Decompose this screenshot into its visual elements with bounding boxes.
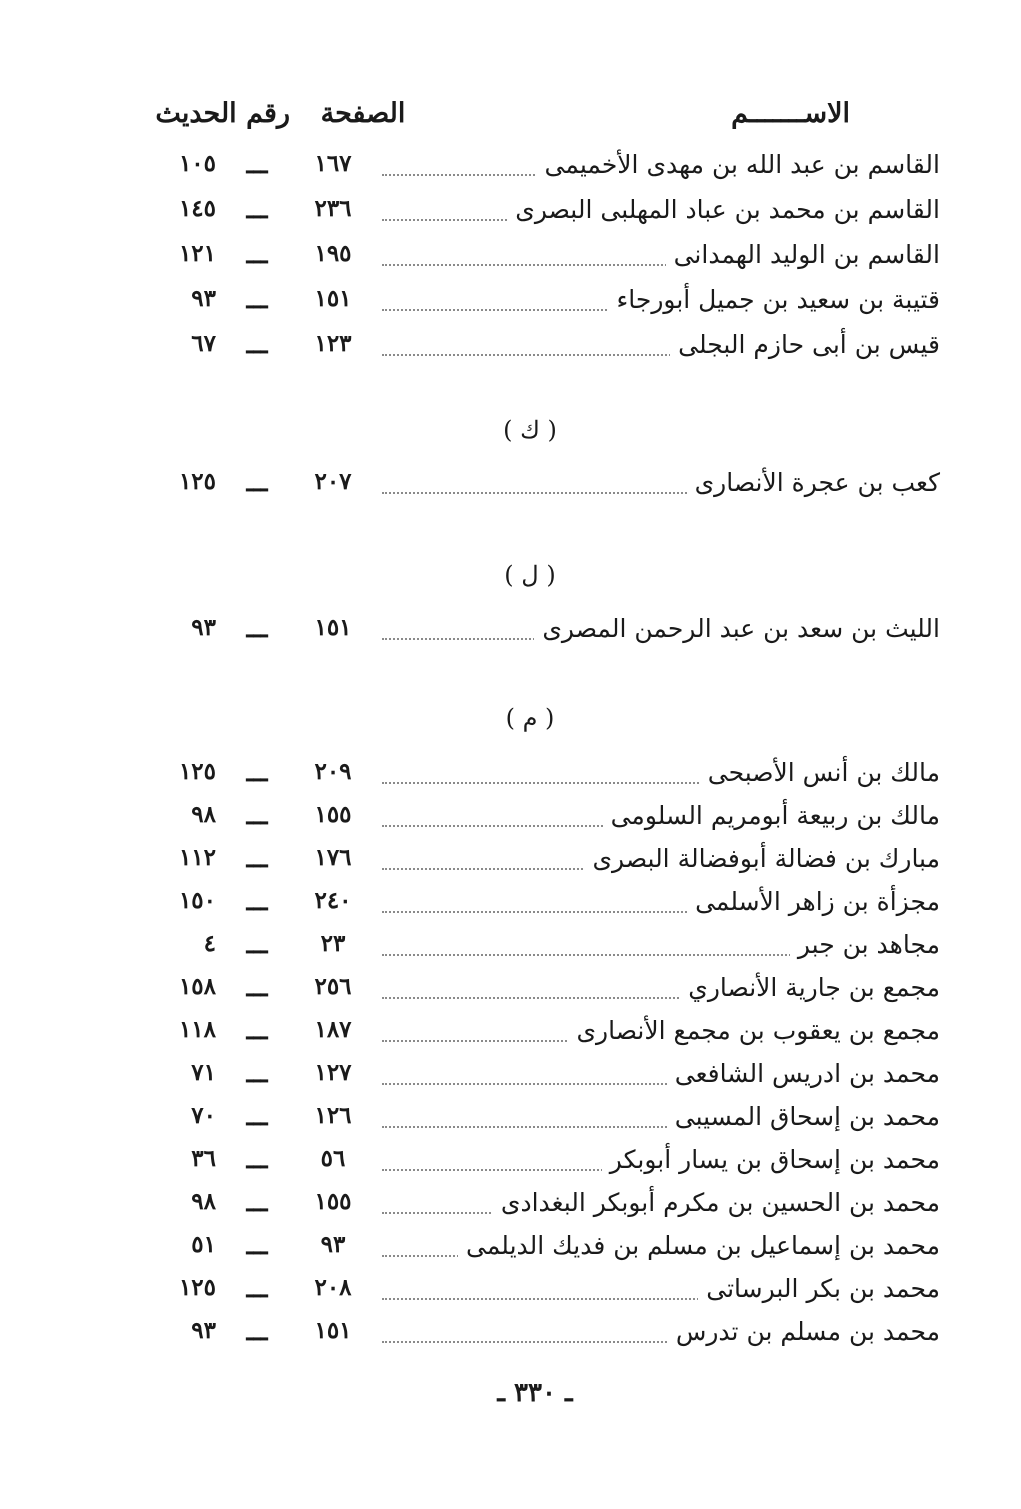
index-row: [150, 1100, 940, 1140]
separator-dash: ـــ: [246, 285, 268, 314]
index-row: [150, 328, 940, 368]
index-row: [150, 238, 940, 278]
narrator-name: مالك بن ربيعة أبومريم السلومى: [603, 801, 940, 830]
page-number-cell: ٢٤٠: [314, 887, 352, 914]
hadith-number-cell: ١٢٥: [178, 468, 216, 495]
page-number-cell: ١٨٧: [314, 1016, 352, 1043]
page-number-cell: ٢٣٦: [314, 195, 352, 222]
separator-dash: ـــ: [246, 844, 268, 873]
hadith-number-cell: ١٠٥: [178, 150, 216, 177]
hadith-number-cell: ١٢١: [178, 240, 216, 267]
index-row: [150, 148, 940, 188]
hadith-number-cell: ٩٣: [191, 285, 216, 312]
narrator-name: مجاهد بن جبر: [790, 930, 940, 959]
page-number-cell: ٢٠٨: [314, 1274, 352, 1301]
narrator-name: القاسم بن عبد الله بن مهدى الأخميمى: [537, 150, 940, 179]
page-number-cell: ١٩٥: [314, 240, 352, 267]
index-row: [150, 193, 940, 233]
section-letter-heading: ( م ): [505, 704, 555, 732]
separator-dash: ـــ: [246, 240, 268, 269]
hadith-number-cell: ١١٢: [178, 844, 216, 871]
separator-dash: ـــ: [246, 1145, 268, 1174]
narrator-name: محمد بن إسحاق بن يسار أبوبكر: [602, 1145, 940, 1174]
page-number-footer: ـ ٣٣٠ ـ: [497, 1378, 573, 1408]
separator-dash: ـــ: [246, 614, 268, 643]
index-row: [150, 928, 940, 968]
separator-dash: ـــ: [246, 1016, 268, 1045]
section-letter-heading: ( ك ): [503, 416, 557, 444]
index-row: [150, 1186, 940, 1226]
separator-dash: ـــ: [246, 468, 268, 497]
page-number-cell: ١٥١: [314, 1317, 352, 1344]
page-number-cell: ٢٠٧: [314, 468, 352, 495]
narrator-name: قيس بن أبى حازم البجلى: [670, 330, 940, 359]
hadith-number-cell: ٩٨: [191, 1188, 216, 1215]
separator-dash: ـــ: [246, 195, 268, 224]
hadith-number-cell: ٤: [203, 930, 216, 957]
separator-dash: ـــ: [246, 801, 268, 830]
hadith-number-cell: ٩٨: [191, 801, 216, 828]
hadith-number-cell: ٩٣: [191, 614, 216, 641]
separator-dash: ـــ: [246, 1102, 268, 1131]
narrator-name: محمد بن بكر البرساتى: [698, 1274, 940, 1303]
index-row: [150, 612, 940, 652]
hadith-number-cell: ١٥٠: [178, 887, 216, 914]
hadith-number-cell: ١٢٥: [178, 758, 216, 785]
narrator-name: مجمع بن جارية الأنصاري: [680, 973, 940, 1002]
index-row: [150, 466, 940, 506]
section-letter-heading: ( ل ): [504, 561, 556, 589]
index-row: [150, 971, 940, 1011]
narrator-name: مبارك بن فضالة أبوفضالة البصرى: [584, 844, 940, 873]
narrator-name: محمد بن إسحاق المسيبى: [667, 1102, 940, 1131]
narrator-name: قتيبة بن سعيد بن جميل أبورجاء: [609, 285, 940, 314]
hadith-number-cell: ٩٣: [191, 1317, 216, 1344]
separator-dash: ـــ: [246, 1231, 268, 1260]
column-header-name: الاســـــــم: [731, 98, 850, 129]
separator-dash: ـــ: [246, 758, 268, 787]
index-row: [150, 1272, 940, 1312]
index-row: [150, 842, 940, 882]
hadith-number-cell: ٥١: [191, 1231, 216, 1258]
narrator-name: محمد بن إسماعيل بن مسلم بن فديك الديلمى: [458, 1231, 940, 1260]
index-row: [150, 1229, 940, 1269]
index-row: [150, 1143, 940, 1183]
separator-dash: ـــ: [246, 1059, 268, 1088]
hadith-number-cell: ١٤٥: [178, 195, 216, 222]
separator-dash: ـــ: [246, 1317, 268, 1346]
page-number-cell: ٥٦: [320, 1145, 346, 1172]
hadith-number-cell: ٧٠: [191, 1102, 216, 1129]
index-row: [150, 756, 940, 796]
page-number-cell: ١٦٧: [314, 150, 352, 177]
narrator-name: كعب بن عجرة الأنصارى: [687, 468, 940, 497]
separator-dash: ـــ: [246, 930, 268, 959]
separator-dash: ـــ: [246, 973, 268, 1002]
index-row: [150, 283, 940, 323]
hadith-number-cell: ١٥٨: [178, 973, 216, 1000]
hadith-number-cell: ١٢٥: [178, 1274, 216, 1301]
page-number-cell: ١٥٥: [314, 801, 352, 828]
hadith-number-cell: ٣٦: [191, 1145, 216, 1172]
column-header-hadith-number: رقم الحديث: [155, 98, 290, 129]
hadith-number-cell: ١١٨: [178, 1016, 216, 1043]
narrator-name: القاسم بن محمد بن عباد المهلبى البصرى: [507, 195, 940, 224]
index-row: [150, 1057, 940, 1097]
separator-dash: ـــ: [246, 1188, 268, 1217]
narrator-name: مجزأة بن زاهر الأسلمى: [687, 887, 940, 916]
separator-dash: ـــ: [246, 330, 268, 359]
hadith-number-cell: ٧١: [191, 1059, 216, 1086]
page-number-cell: ١٧٦: [314, 844, 352, 871]
narrator-name: القاسم بن الوليد الهمدانى: [666, 240, 940, 269]
separator-dash: ـــ: [246, 887, 268, 916]
separator-dash: ـــ: [246, 150, 268, 179]
narrator-name: مجمع بن يعقوب بن مجمع الأنصارى: [568, 1016, 940, 1045]
narrator-name: محمد بن الحسين بن مكرم أبوبكر البغدادى: [493, 1188, 940, 1217]
narrator-name: مالك بن أنس الأصبحى: [700, 758, 940, 787]
index-row: [150, 799, 940, 839]
hadith-number-cell: ٦٧: [191, 330, 216, 357]
page-number-cell: ٢٣: [320, 930, 346, 957]
page-number-cell: ١٥١: [314, 614, 352, 641]
page-number-cell: ١٥٥: [314, 1188, 352, 1215]
page-number-cell: ٢٥٦: [314, 973, 352, 1000]
page-number-cell: ٩٣: [320, 1231, 346, 1258]
page-number-cell: ١٥١: [314, 285, 352, 312]
index-row: [150, 1014, 940, 1054]
column-header-page: الصفحة: [320, 98, 406, 129]
page-number-cell: ١٢٧: [314, 1059, 352, 1086]
index-row: [150, 1315, 940, 1355]
page-number-cell: ١٢٦: [314, 1102, 352, 1129]
separator-dash: ـــ: [246, 1274, 268, 1303]
page-number-cell: ٢٠٩: [314, 758, 352, 785]
narrator-name: محمد بن مسلم بن تدرس: [668, 1317, 940, 1346]
narrator-name: الليث بن سعد بن عبد الرحمن المصرى: [534, 614, 940, 643]
narrator-name: محمد بن ادريس الشافعى: [667, 1059, 940, 1088]
page-number-cell: ١٢٣: [314, 330, 352, 357]
index-row: [150, 885, 940, 925]
